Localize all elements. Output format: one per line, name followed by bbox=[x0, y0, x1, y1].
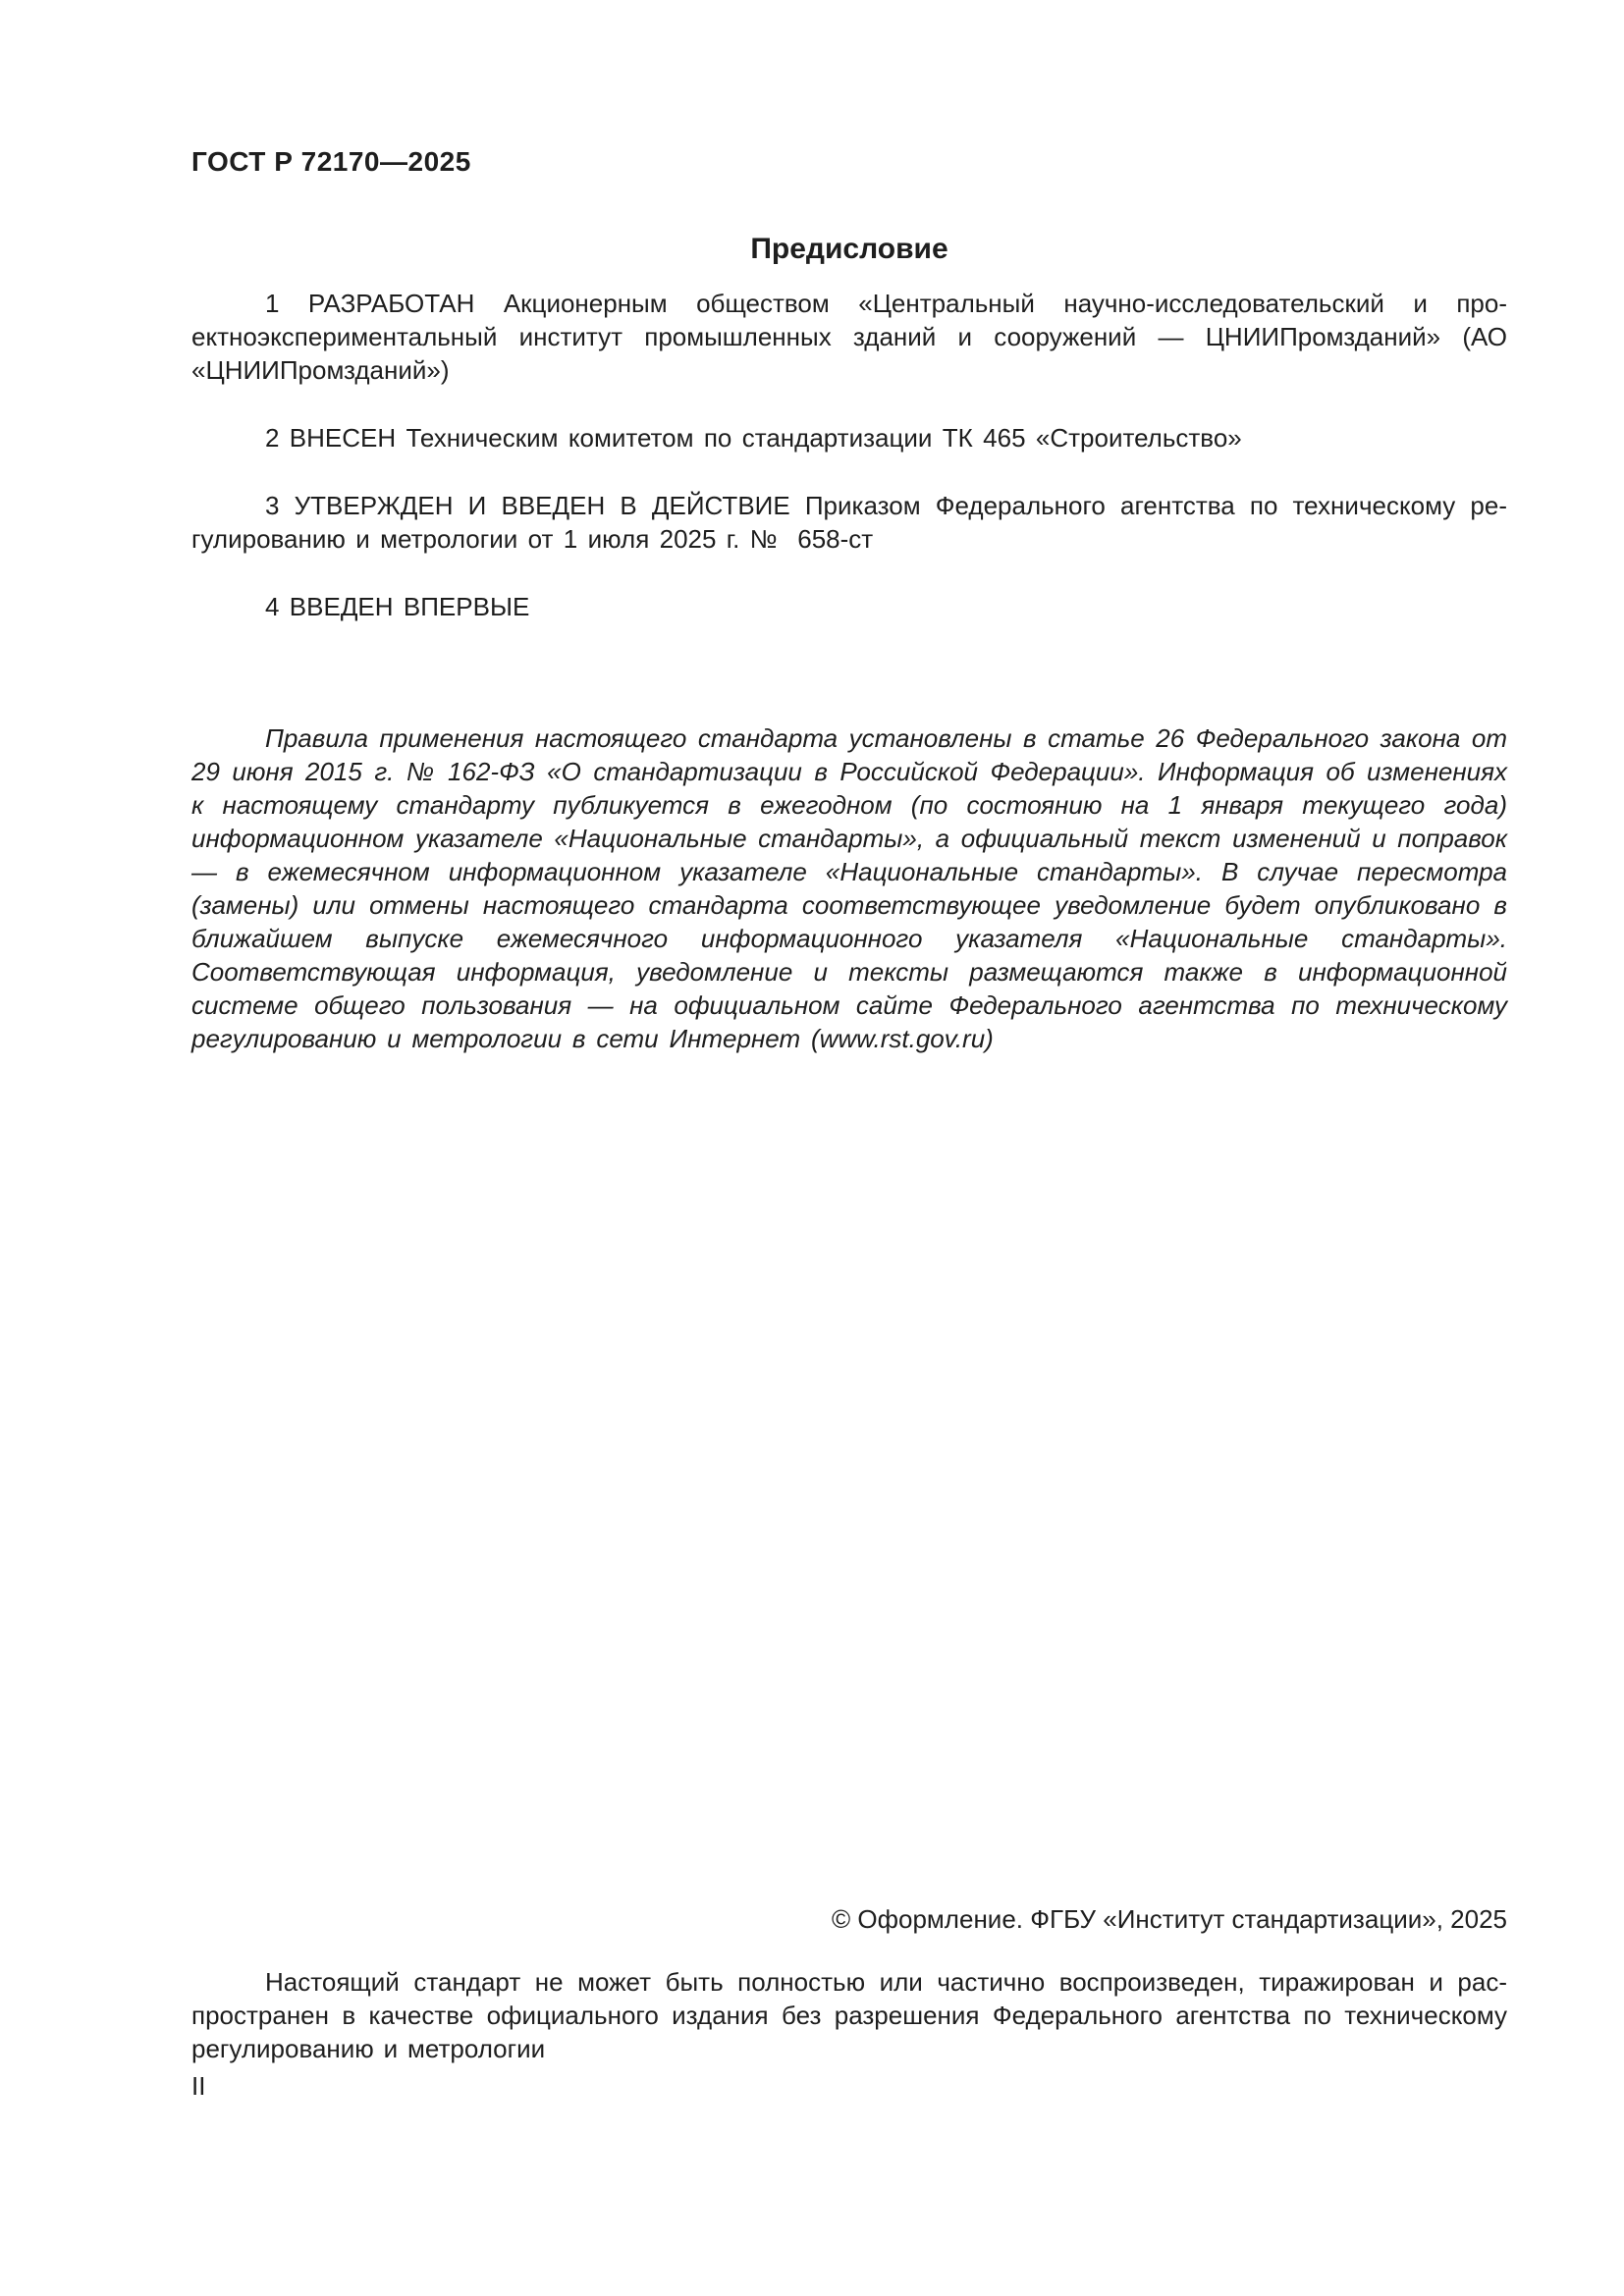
page-title: Предисловие bbox=[750, 233, 948, 265]
page-content bbox=[0, 145, 1624, 1055]
foreword-item-3: 3 УТВЕРЖДЕН И ВВЕДЕН В ДЕЙСТВИЕ Приказом Федерального агентства по техническому регулированию и метрологии от 1 июля 2025 г. № 658-ст bbox=[191, 491, 1507, 554]
standard-designation: ГОСТ Р 72170—2025 bbox=[191, 146, 471, 177]
foreword-item-4: 4 ВВЕДЕН ВПЕРВЫЕ bbox=[265, 592, 530, 621]
foreword-item-1: 1 РАЗРАБОТАН Акционерным обществом «Центральный научно-исследовательский и проектноэкспериментальный институт промышленных зданий и сооружений — ЦНИИПромзданий» (АО «ЦНИИПромзданий») bbox=[191, 289, 1507, 385]
foreword-items bbox=[191, 287, 1507, 623]
distribution-restriction-notice: Настоящий стандарт не может быть полностью или частично воспроизведен, тиражирован и распространен в качестве официального издания без разрешения Федерального агентства по техническому регулированию и метрологии bbox=[191, 1967, 1507, 2063]
foreword-item-2: 2 ВНЕСЕН Техническим комитетом по стандартизации ТК 465 «Строительство» bbox=[265, 423, 1242, 453]
page-number: II bbox=[191, 2071, 206, 2101]
application-rules-notice: Правила применения настоящего стандарта установлены в статье 26 Федерального закона от 29 июня 2015 г. № 162-ФЗ «О стандартизации в Российской Федерации». Информация об изменениях к настоящему стандарту публикуется в ежегодном (по состоянию на 1 января текущего года) информационном указателе «Национальные стандарты», а официальный текст изменений и поправок — в ежемесячном информационном указателе «Национальные стандарты». В случае пересмотра (замены) или отмены настоящего стандарта соответствующее уведомление будет опубликовано в ближайшем выпуске ежемесячного информационного указателя «Национальные стандарты». Соответствующая информация, уведомление и тексты размещаются также в информационной системе общего пользования — на официальном сайте Федерального агентства по техническому регулированию и метрологии в сети Интернет (www.rst.gov.ru) bbox=[191, 723, 1507, 1053]
copyright-line: © Оформление. ФГБУ «Институт стандартизации», 2025 bbox=[832, 1904, 1507, 1934]
